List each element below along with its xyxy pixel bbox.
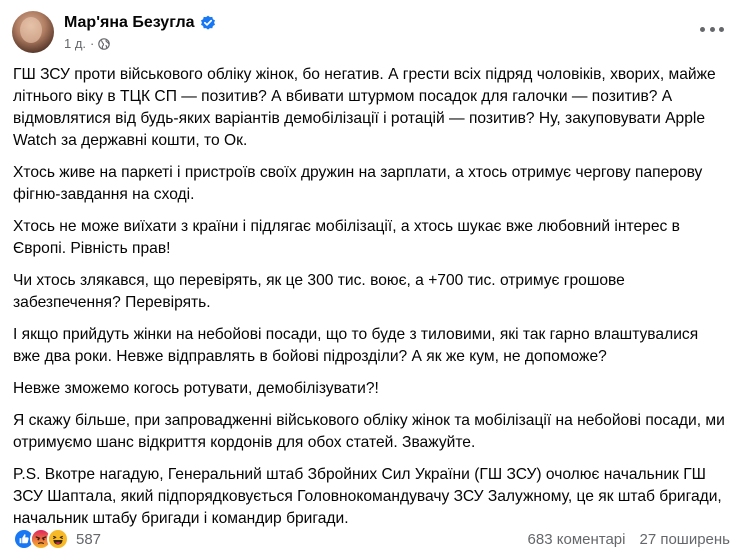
shares-count[interactable]: 27 поширень: [639, 530, 730, 548]
verified-badge-icon: [200, 15, 216, 31]
post-paragraph: Я скажу більше, при запровадженні військового обліку жінок та мобілізації на небойові посади, ми отримуємо шанс відкриття кордонів для обох статей. Зважуйте.: [13, 412, 725, 451]
meta-separator: ·: [90, 35, 95, 51]
post-paragraph: Невже зможемо когось ротувати, демобілізувати?!: [13, 380, 379, 397]
post-stats: [528, 531, 730, 548]
post-footer: [13, 528, 730, 550]
post-meta: [64, 36, 216, 52]
more-dot: [700, 27, 705, 32]
post-paragraph: Чи хтось злякався, що перевірять, як це 300 тис. воює, а +700 тис. отримує грошове забезпечення? Перевірять.: [13, 272, 625, 311]
reactions-summary[interactable]: [13, 528, 101, 550]
reactions-count[interactable]: 587: [76, 530, 102, 548]
author-block: [64, 13, 216, 52]
author-line: [64, 13, 216, 33]
haha-icon: [47, 528, 69, 550]
more-dot: [719, 27, 724, 32]
comments-count[interactable]: 683 коментарі: [527, 530, 626, 548]
more-dot: [710, 27, 715, 32]
globe-icon[interactable]: [98, 38, 110, 50]
post-paragraph: Хтось живе на паркеті і пристроїв своїх дружин на зарплати, а хтось отримує чергову паперову фігню-завдання на сході.: [13, 164, 703, 203]
post-paragraph: ГШ ЗСУ проти військового обліку жінок, бо негатив. А грести всіх підряд чоловіків, хворих, майже літнього віку в ТЦК СП — позитив? А вбивати штурмом посадок для галочки — позитив? А відмовлятися від будь-яких варіантів демобілізації і ротацій — позитив? Ну, закуповувати Apple Watch за державні кошти, то Ок.: [13, 66, 716, 149]
author-name[interactable]: Мар'яна Безугла: [64, 13, 195, 31]
author-avatar[interactable]: [12, 11, 54, 53]
post-paragraph: І якщо прийдуть жінки на небойові посади, що то буде з тиловими, які так гарно влаштувалися вже два роки. Невже відправлять в бойові підрозділи? А як же кум, не допоможе?: [13, 326, 699, 365]
post-paragraph: P.S. Вкотре нагадую, Генеральний штаб Збройних Сил України (ГШ ЗСУ) очолює начальник ГШ ЗСУ Шаптала, який підпорядковується Головнокомандувачу ЗСУ Залужному, це як штаб бригади, начальник штабу бригади і командир бригади.: [13, 466, 722, 527]
more-dots-icon[interactable]: [700, 22, 724, 36]
post-header: [12, 10, 216, 54]
post-text: [13, 64, 725, 540]
post-time[interactable]: 1 д.: [64, 35, 87, 51]
post-paragraph: Хтось не може виїхати з країни і підлягає мобілізації, а хтось шукає вже любовний інтерес в Європі. Рівність прав!: [13, 218, 680, 257]
